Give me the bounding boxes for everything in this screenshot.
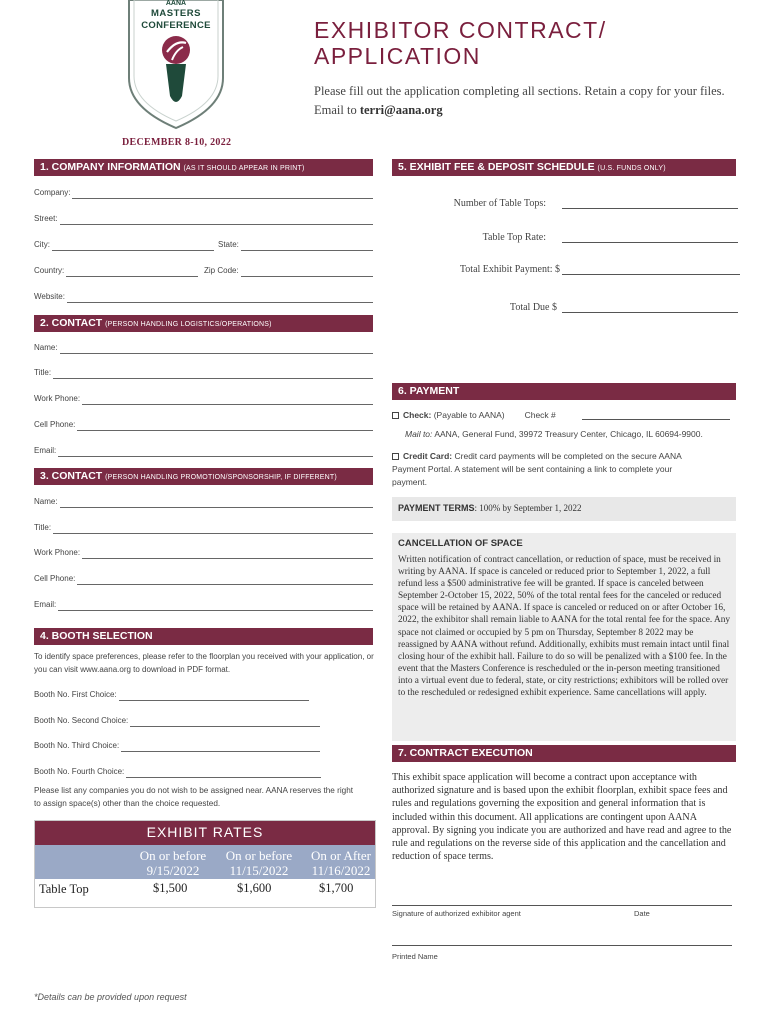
booth-fourth-choice-field[interactable]: Booth No. Fourth Choice: — [34, 766, 321, 778]
printed-name-line[interactable] — [392, 945, 732, 946]
contact-email-field[interactable]: Email: — [34, 445, 373, 457]
printed-name-label: Printed Name — [392, 952, 438, 961]
rate-value: $1,500 — [153, 881, 188, 895]
intro-text: Please fill out the application completing all sections. Retain a copy for your files. Email to — [314, 84, 725, 117]
intro-paragraph — [314, 82, 734, 120]
page-title-line2: APPLICATION — [314, 43, 481, 69]
page-title-line1: EXHIBITOR CONTRACT/ — [314, 17, 607, 43]
mail-to-line: Mail to: AANA, General Fund, 39972 Treasury Center, Chicago, IL 60694-9900. — [405, 429, 703, 439]
contact3-section-header: 3. CONTACT (PERSON HANDLING PROMOTION/SPONSORSHIP, IF DIFFERENT) — [34, 468, 373, 485]
payment-terms-band — [392, 497, 736, 521]
company-field[interactable]: Company: — [34, 187, 373, 199]
footer-note: *Details can be provided upon request — [34, 992, 187, 1002]
booth-section-header: 4. BOOTH SELECTION — [34, 628, 373, 645]
contact3-cell-phone-field[interactable]: Cell Phone: — [34, 573, 373, 585]
contract-section-header: 7. CONTRACT EXECUTION — [392, 745, 736, 762]
company-section-header — [34, 159, 373, 176]
contact3-email-field[interactable]: Email: — [34, 599, 373, 611]
payment-section-header: 6. PAYMENT — [392, 383, 736, 400]
cancellation-band — [392, 533, 736, 741]
check-number-input[interactable] — [582, 419, 730, 420]
exhibit-rates-columns — [35, 845, 375, 879]
logo-line1: AANA — [165, 0, 187, 7]
contact3-work-phone-field[interactable]: Work Phone: — [34, 547, 373, 559]
state-field[interactable]: State: — [218, 239, 373, 251]
company-section-title: 1. COMPANY INFORMATION — [40, 161, 181, 173]
event-date: DECEMBER 8-10, 2022 — [122, 137, 232, 148]
rate-column-header: On or before 9/15/2022 — [139, 848, 207, 878]
masters-conference-logo — [126, 0, 226, 130]
check-option[interactable]: Check: (Payable to AANA) Check # — [392, 409, 736, 422]
contract-text: This exhibit space application will become a contract upon acceptance with authorized signature and is based upon the exhibit floorplan, exhibit space fees and rules and regulations governing the exposition and general information that is included within this document. All applications are contingent upon AANA approval. By signing you indicate you are authorized and have read and agree to the rule and regulations on the reverse side of this application and the cancellation and reduction of space terms. — [392, 772, 732, 863]
contact-name-field[interactable]: Name: — [34, 342, 373, 354]
contact-cell-phone-field[interactable]: Cell Phone: — [34, 419, 373, 431]
booth-first-choice-field[interactable]: Booth No. First Choice: — [34, 689, 309, 701]
table-top-rate-label: Table Top Rate: — [482, 232, 546, 243]
rate-column-header: On or before 11/15/2022 — [225, 848, 293, 878]
contact-title-field[interactable]: Title: — [34, 367, 373, 379]
rate-row-label: Table Top — [39, 882, 89, 896]
payment-terms: PAYMENT TERMS: 100% by September 1, 2022 — [398, 503, 582, 513]
country-field[interactable]: Country: — [34, 265, 198, 277]
contact3-name-field[interactable]: Name: — [34, 496, 373, 508]
logo-line2: MASTERS — [151, 8, 201, 19]
cancellation-title: CANCELLATION OF SPACE — [398, 538, 523, 549]
rate-value: $1,600 — [237, 881, 272, 895]
credit-card-option[interactable]: Credit Card: Credit card payments will be completed on the secure AANA Payment Portal. A statement will be sent containing a link to complete your payment. — [392, 451, 682, 487]
total-payment-input[interactable] — [562, 274, 740, 275]
signature-label: Signature of authorized exhibitor agent — [392, 909, 521, 918]
website-field[interactable]: Website: — [34, 291, 373, 303]
total-payment-label: Total Exhibit Payment: $ — [459, 264, 560, 275]
contact3-title-field[interactable]: Title: — [34, 522, 373, 534]
city-field[interactable]: City: — [34, 239, 214, 251]
cancellation-text: Written notification of contract cancellation, or reduction of space, must be received in writing by AANA. If space is canceled or reduced prior to September 1, 2022, a full refund less a $500 administrative fee will be granted. If space is canceled between September 2-October 15, 2022, 50% of the total rental fees for the canceled or reduced space will be retained by AANA. If space is canceled or reduced on or after October 16, 2022, the exhibitor shall remain liable to AANA for the total rental fee for the space. Any space not claimed or occupied by 5 pm on Thursday, September 8 2022 may be reassigned by AANA without refund. Additionally, exhibits must remain intact until final closing hour of the exhibit hall. Failure to do so will be penalized with a $100 fee. In the event that the Masters Conference is rescheduled or the in-person meeting transitioned into a virtual event due to federal, state, or city restrictions; exhibitors will be rolled over to the rescheduled or redesigned exhibit experience. Same cancellations will apply. — [398, 555, 731, 699]
total-due-label: Total Due $ — [509, 302, 557, 313]
logo-line3: CONFERENCE — [141, 20, 211, 31]
credit-card-checkbox[interactable] — [392, 453, 399, 460]
street-field[interactable]: Street: — [34, 213, 373, 225]
rate-value: $1,700 — [319, 881, 354, 895]
booth-instructions: To identify space preferences, please refer to the floorplan you received with your application, or you can visit www.aana.org to download in PDF format. — [34, 652, 374, 674]
table-tops-input[interactable] — [562, 208, 738, 209]
contact-email[interactable]: terri@aana.org — [359, 103, 443, 117]
booth-third-choice-field[interactable]: Booth No. Third Choice: — [34, 740, 320, 752]
contact-work-phone-field[interactable]: Work Phone: — [34, 393, 373, 405]
total-due-input[interactable] — [562, 312, 738, 313]
booth-second-choice-field[interactable]: Booth No. Second Choice: — [34, 715, 320, 727]
companies-note: Please list any companies you do not wish to be assigned near. AANA reserves the right to assign space(s) other than the choice requested. — [34, 786, 354, 808]
signature-line[interactable] — [392, 905, 732, 906]
zip-field[interactable]: Zip Code: — [204, 265, 373, 277]
contact-section-header: 2. CONTACT (PERSON HANDLING LOGISTICS/OPERATIONS) — [34, 315, 373, 332]
table-top-rate-input[interactable] — [562, 242, 738, 243]
exhibit-rates-title: EXHIBIT RATES — [35, 821, 375, 845]
fee-section-header: 5. EXHIBIT FEE & DEPOSIT SCHEDULE (U.S. FUNDS ONLY) — [392, 159, 736, 176]
rate-column-header: On or After 11/16/2022 — [311, 848, 371, 878]
date-label: Date — [634, 909, 650, 918]
company-section-subtitle: (AS IT SHOULD APPEAR IN PRINT) — [183, 165, 305, 172]
table-tops-label: Number of Table Tops: — [453, 198, 546, 209]
check-checkbox[interactable] — [392, 412, 399, 419]
exhibit-rates-table — [34, 820, 376, 908]
